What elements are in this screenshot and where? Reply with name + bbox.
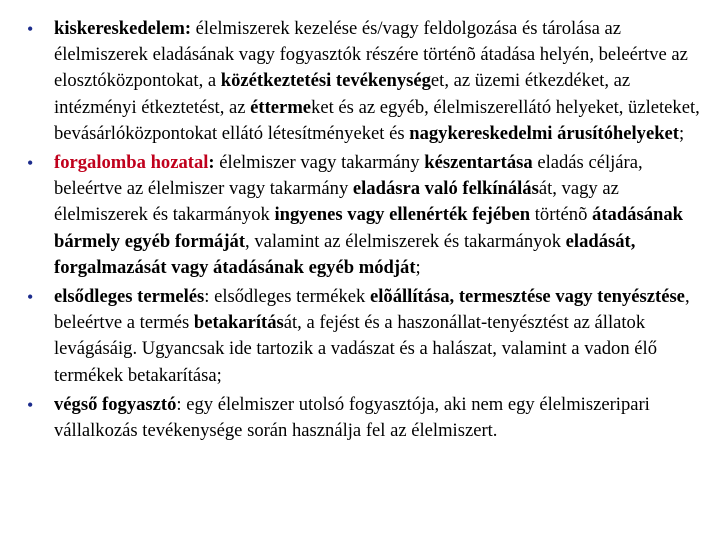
definition-text: [54, 286, 690, 386]
definition-list: [22, 16, 702, 444]
definition-text: [54, 394, 650, 441]
emphasized-term: betakarítás: [193, 312, 284, 334]
emphasized-term: elsődleges termelés: [54, 286, 205, 308]
text-run: ;: [415, 256, 421, 278]
text-run: , beleértve a termés: [54, 286, 690, 334]
text-run: át, a fejést és a haszonállat-tenyésztést az állatok levágásáig. Ugyancsak ide tartozik a vadászat és a halászat, valamint a vadon élő termékek betakarítása;: [54, 312, 658, 386]
bullet-icon: •: [27, 287, 34, 308]
emphasized-term: eladásra való felkínálás: [352, 178, 539, 200]
text-run: : elsődleges termékek: [204, 286, 370, 308]
emphasized-term: ingyenes vagy ellenérték fejében: [274, 204, 531, 226]
text-run: , valamint az élelmiszerek és takarmányok: [245, 230, 566, 252]
text-run: át, vagy az élelmiszerek és takarmányok: [54, 178, 619, 226]
emphasized-term: elõállítása, termesztése vagy tenyésztése: [370, 286, 685, 308]
definition-text: [54, 18, 700, 144]
bullet-icon: •: [27, 153, 34, 174]
text-run: történõ: [530, 204, 593, 226]
emphasized-term: :: [208, 152, 215, 174]
emphasized-term: készentartása: [424, 152, 533, 174]
definition-item-kiskereskedelem: [22, 16, 702, 147]
emphasized-term: eladását, forgalmazását vagy átadásának egyéb módját: [54, 230, 636, 278]
emphasized-term: közétkeztetési tevékenység: [220, 70, 431, 92]
text-run: et, az üzemi étkezdéket, az intézményi étkeztetést, az: [54, 70, 631, 118]
text-run: ;: [679, 122, 685, 144]
emphasized-term: forgalomba hozatal: [54, 152, 209, 174]
emphasized-term: átadásának bármely egyéb formáját: [54, 204, 683, 252]
definition-item-elsodleges-termeles: [22, 284, 702, 389]
definition-text: [54, 152, 683, 278]
emphasized-term: étterme: [250, 96, 312, 118]
bullet-icon: •: [27, 394, 34, 415]
text-run: ket és az egyéb, élelmiszerellátó helyeket, üzleteket, bevásárlóközpontokat ellátó létesítményeket és: [54, 96, 700, 144]
definition-item-forgalomba-hozatal: [22, 150, 702, 281]
emphasized-term: nagykereskedelmi árusítóhelyeket: [409, 122, 679, 144]
text-run: eladás céljára, beleértve az élelmiszer vagy takarmány: [54, 152, 643, 200]
slide-body: [22, 16, 702, 447]
emphasized-term: kiskereskedelem:: [54, 18, 192, 39]
text-run: élelmiszer vagy takarmány: [214, 152, 425, 174]
text-run: : egy élelmiszer utolsó fogyasztója, aki nem egy élelmiszeripari vállalkozás tevékenysége során használja fel az élelmiszert.: [54, 393, 650, 442]
definition-item-vegso-fogyaszto: [22, 392, 702, 444]
bullet-icon: •: [27, 19, 34, 39]
emphasized-term: végső fogyasztó: [54, 393, 177, 415]
text-run: élelmiszerek kezelése és/vagy feldolgozása és tárolása az élelmiszerek eladásának vagy fogyasztók részére történõ átadása helyén, beleértve az elosztóközpontokat, a: [54, 18, 688, 92]
